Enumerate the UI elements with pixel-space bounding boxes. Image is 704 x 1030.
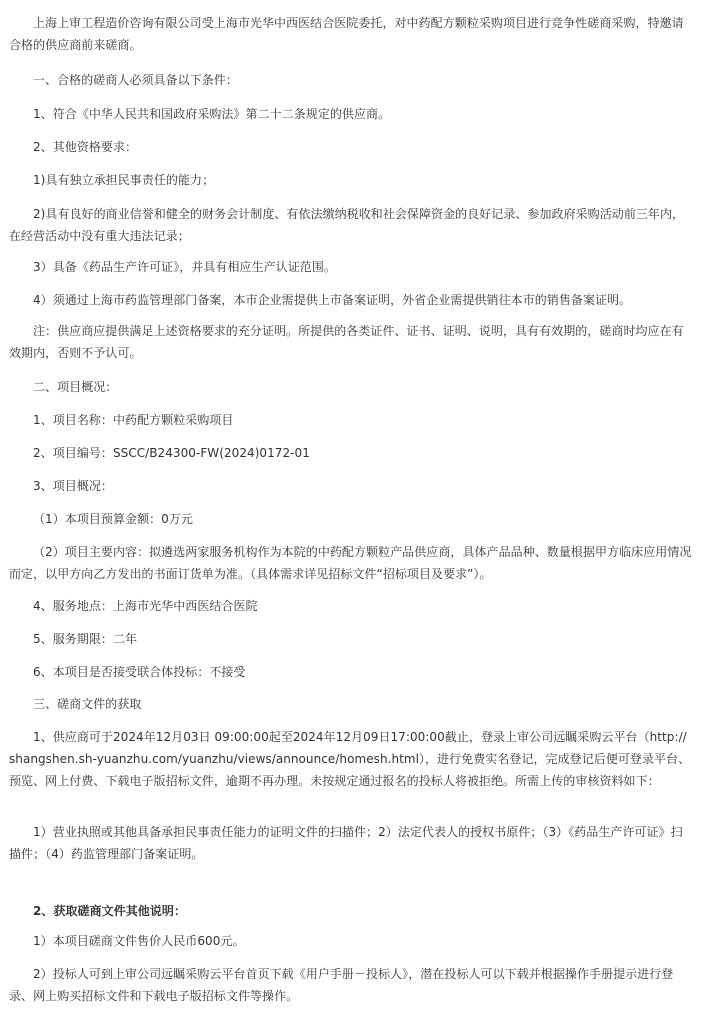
section2-heading: 二、项目概况： [33, 380, 118, 394]
section2-item-2: 2、项目编号：SSCC/B24300-FW(2024)0172-01 [33, 446, 310, 460]
section2-item-5: （2）项目主要内容：拟遴选两家服务机构作为本院的中药配方颗粒产品供应商，具体产品品种、数量根据甲方临床应用情况而定，以甲方向乙方发出的书面订货单为准。（具体需求详见招标文件“招标项目及要求”）。 [9, 545, 692, 581]
section1-heading: 一、合格的磋商人必须具备以下条件： [33, 73, 238, 87]
section1-item-1: 1、符合《中华人民共和国政府采购法》第二十二条规定的供应商。 [33, 107, 391, 121]
section4-item-1: 1）本项目磋商文件售价人民币600元。 [33, 934, 245, 948]
section1-note: 注：供应商应提供满足上述资格要求的充分证明。所提供的各类证件、证书、证明、说明，具有有效期的，磋商时均应在有效期内，否则不予认可。 [9, 324, 684, 360]
section2-item-6: 4、服务地点：上海市光华中西医结合医院 [33, 599, 258, 613]
section4-heading: 2、获取磋商文件其他说明： [33, 904, 187, 918]
section2-item-3: 3、项目概况： [33, 479, 113, 493]
section1-item-6: 4）须通过上海市药监管理部门备案，本市企业需提供上市备案证明，外省企业需提供销往本市的销售备案证明。 [33, 293, 632, 307]
section4-item-2: 2）投标人可到上审公司远瞩采购云平台首页下载《用户手册－投标人》，潜在投标人可以下载并根据操作手册提示进行登录、网上购买招标文件和下载电子版招标文件等操作。 [9, 967, 674, 1003]
section3-heading: 三、磋商文件的获取 [33, 697, 142, 711]
section1-item-3: 1)具有独立承担民事责任的能力； [33, 173, 215, 187]
section1-item-2: 2、其他资格要求： [33, 140, 138, 154]
section3-item-1: 1、供应商可于2024年12月03日 09:00:00起至2024年12月09日17:00:00截止，登录上审公司远瞩采购云平台（http://shangshen.sh-yuanzhu.com/yuanzhu/views/announce/homesh.html），进行免费实名登记，完成登记后便可登录平台、预览、网上付费、下载电子版招标文件，逾期不再办理。未按规定通过报名的投标人将被拒绝。所需上传的审核资料如下： [9, 730, 691, 788]
intro-paragraph: 上海上审工程造价咨询有限公司受上海市光华中西医结合医院委托，对中药配方颗粒采购项目进行竞争性磋商采购，特邀请合格的供应商前来磋商。 [9, 16, 684, 52]
section2-item-1: 1、项目名称：中药配方颗粒采购项目 [33, 413, 234, 427]
section1-item-5: 3）具备《药品生产许可证》，并具有相应生产认证范围。 [33, 260, 336, 274]
section3-item-2: 1）营业执照或其他具备承担民事责任能力的证明文件的扫描件；2）法定代表人的授权书原件；（3）《药品生产许可证》扫描件；（4）药监管理部门备案证明。 [9, 825, 683, 861]
section2-item-7: 5、服务期限：二年 [33, 632, 138, 646]
section1-item-4: 2)具有良好的商业信誉和健全的财务会计制度、有依法缴纳税收和社会保障资金的良好记录、参加政府采购活动前三年内，在经营活动中没有重大违法记录； [9, 207, 685, 243]
section2-item-8: 6、本项目是否接受联合体投标：不接受 [33, 665, 246, 679]
section2-item-4: （1）本项目预算金额：0万元 [33, 512, 193, 526]
